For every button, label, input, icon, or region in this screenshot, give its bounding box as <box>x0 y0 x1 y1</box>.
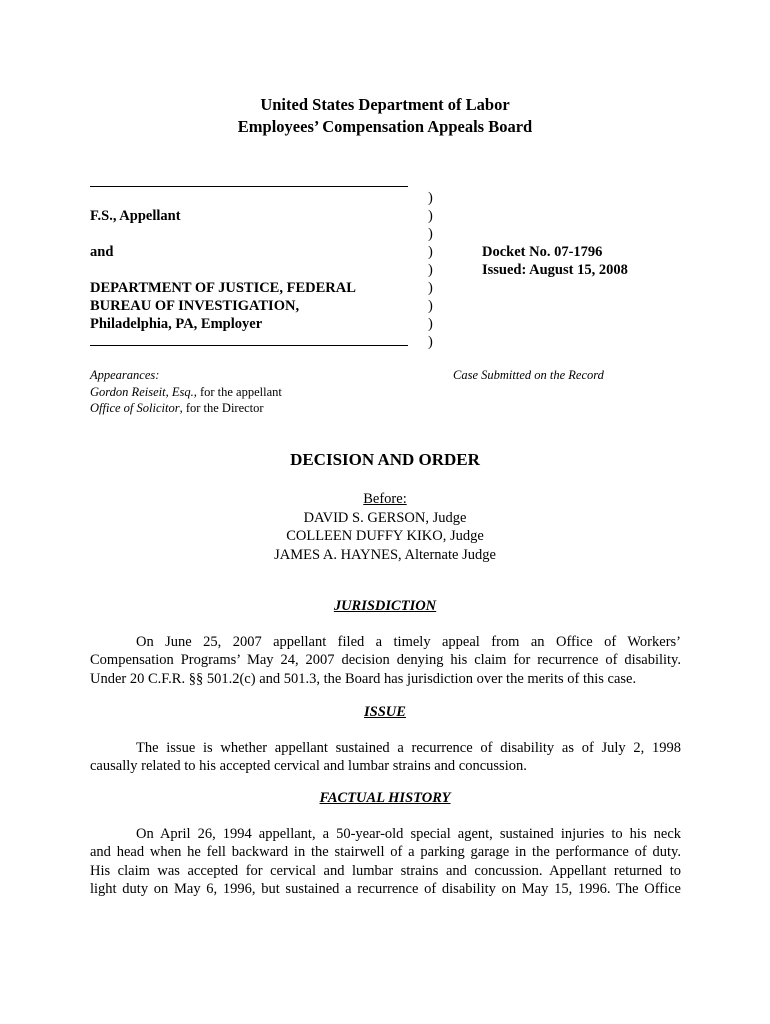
employer-block <box>90 279 356 333</box>
case-submitted-note: Case Submitted on the Record <box>453 368 604 382</box>
director-counsel-role: , for the Director <box>179 401 264 415</box>
appearances-heading: Appearances: <box>90 368 160 382</box>
issue-paragraph <box>90 739 681 776</box>
judge: JAMES A. HAYNES, Alternate Judge <box>274 546 496 563</box>
paragraph-line: and head when he fell backward in the stairwell of a parking garage in the performance of duty. <box>90 844 681 861</box>
judge: DAVID S. GERSON, Judge <box>303 509 467 526</box>
paren: ) <box>428 280 433 296</box>
paragraph-line: On June 25, 2007 appellant filed a timely appeal from an Office of Workers’ <box>136 634 681 650</box>
caption-parentheses <box>428 189 433 351</box>
paren: ) <box>428 298 433 314</box>
paren: ) <box>428 316 433 332</box>
appearances <box>90 367 282 417</box>
appellant-counsel: Gordon Reiseit, Esq., <box>90 384 197 399</box>
employer-line: Philadelphia, PA, Employer <box>90 316 263 332</box>
appellant-counsel-role: for the appellant <box>196 384 282 399</box>
judge-panel <box>0 490 770 564</box>
appellant-name: F.S., Appellant <box>90 208 181 224</box>
paragraph-line: Compensation Programs’ May 24, 2007 decision denying his claim for recurrence of disability. <box>90 652 681 669</box>
paragraph-line: causally related to his accepted cervical and lumbar strains and concussion. <box>90 758 527 775</box>
paren: ) <box>428 226 433 242</box>
issued-date: Issued: August 15, 2008 <box>482 262 628 278</box>
docket-number: Docket No. 07-1796 <box>482 244 603 260</box>
paren: ) <box>428 334 433 350</box>
paren: ) <box>428 190 433 206</box>
judge: COLLEEN DUFFY KIKO, Judge <box>286 528 484 544</box>
board-name: Employees’ Compensation Appeals Board <box>237 117 533 136</box>
jurisdiction-heading: JURISDICTION <box>333 598 437 614</box>
paren: ) <box>428 262 433 278</box>
agency-name: United States Department of Labor <box>260 95 510 114</box>
director-counsel: Office of Solicitor <box>90 401 180 415</box>
paragraph-line: On April 26, 1994 appellant, a 50-year-old special agent, sustained injuries to his neck <box>136 826 681 842</box>
docket-block <box>482 243 628 279</box>
paragraph-line: light duty on May 6, 1996, but sustained a recurrence of disability on May 15, 1996. The Office <box>90 880 681 897</box>
paragraph-line: The issue is whether appellant sustained a recurrence of disability as of July 2, 1998 <box>136 740 681 756</box>
paren: ) <box>428 208 433 224</box>
issue-heading: ISSUE <box>364 704 406 720</box>
agency-header <box>0 94 770 138</box>
paren: ) <box>428 244 433 260</box>
paragraph-line: Under 20 C.F.R. §§ 501.2(c) and 501.3, the Board has jurisdiction over the merits of this case. <box>90 670 637 687</box>
before-label: Before: <box>363 491 407 507</box>
factual-history-heading: FACTUAL HISTORY <box>319 790 451 806</box>
decision-title: DECISION AND ORDER <box>290 450 480 469</box>
caption-and: and <box>90 244 114 260</box>
jurisdiction-paragraph <box>90 633 681 688</box>
paragraph-line: His claim was accepted for cervical and lumbar strains and concussion. Appellant returned to <box>90 862 681 879</box>
employer-line: DEPARTMENT OF JUSTICE, FEDERAL <box>90 280 356 296</box>
caption-top-rule <box>90 186 408 187</box>
employer-line: BUREAU OF INVESTIGATION, <box>90 298 300 314</box>
factual-history-paragraph <box>90 825 681 898</box>
caption-bottom-rule <box>90 345 408 346</box>
